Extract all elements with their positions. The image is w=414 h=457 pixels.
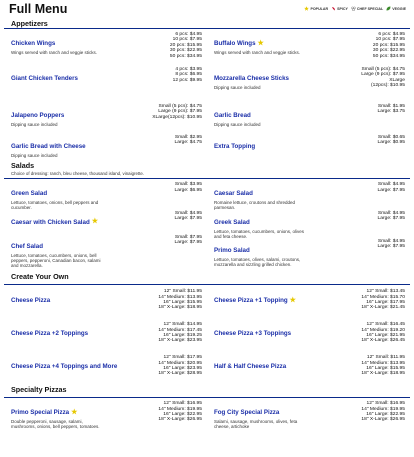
- price-line: Large (9 pcs): $7.95: [158, 109, 202, 115]
- legend-item: [351, 6, 383, 11]
- item-prices: [175, 235, 202, 246]
- legend-item: [331, 6, 348, 11]
- menu-item[interactable]: [11, 104, 202, 135]
- item-prices: [361, 289, 405, 311]
- chef-hat-icon: [351, 6, 356, 11]
- appetizers-right-column: [207, 32, 410, 158]
- leaf-icon: [386, 6, 391, 11]
- price-line: 16" Large: $17.95: [366, 300, 405, 306]
- price-line: 12" Small: $17.95: [163, 355, 202, 361]
- menu-header: [4, 0, 410, 24]
- page-title: Full Menu: [9, 2, 68, 16]
- item-description: Lettuce, tomatoes, cucumbers, onions, olives and feta cheese.: [214, 228, 305, 239]
- price-line: Small: $4.95: [377, 239, 405, 245]
- menu-item[interactable]: [11, 289, 202, 322]
- price-line: 18" X-Large: $26.95: [158, 417, 202, 423]
- price-line: 16" Large: $15.95: [163, 300, 202, 306]
- price-line: 12" Small: $16.95: [163, 401, 202, 407]
- menu-item[interactable]: [11, 235, 202, 269]
- price-line: 14" Medium: $19.95: [158, 406, 202, 412]
- price-line: 16" Large: $21.95: [366, 333, 405, 339]
- item-description: Lettuce, tomatoes, cucumbers, onions, bell peppers, pepperoni, Canadian bacon, salami and mozzarella.: [11, 252, 101, 269]
- price-line: 18" X-Large: $26.45: [361, 338, 405, 344]
- price-line: 12" Small: $16.45: [366, 322, 405, 328]
- price-line: 6 pcs: $4.95: [378, 32, 405, 37]
- price-line: 14" Medium: $17.45: [158, 327, 202, 333]
- legend-label: CHEF SPECIAL: [356, 6, 384, 11]
- star-icon: ★: [257, 39, 264, 47]
- section-specialty-pizzas: [4, 385, 410, 429]
- price-line: Small: $2.95: [174, 135, 202, 140]
- item-prices: [378, 135, 405, 146]
- menu-item[interactable]: [11, 211, 202, 235]
- item-name: Mozzarella Cheese Sticks: [214, 75, 289, 82]
- menu-item[interactable]: [11, 32, 202, 67]
- item-description: Salami, sausage, mushrooms, olives, feta cheese, artichoke: [214, 419, 298, 430]
- price-line: 14" Medium: $13.95: [158, 294, 202, 300]
- item-description: Double pepperoni, sausage, salami, mushrooms, onions, bell peppers, tomatoes.: [11, 419, 100, 430]
- item-description: Dipping sauce included: [11, 122, 58, 127]
- legend: [304, 6, 406, 11]
- menu-item[interactable]: [11, 355, 202, 382]
- item-name: Garlic Bread with Cheese: [11, 143, 86, 150]
- price-line: 4 pcs: $3.95: [175, 67, 202, 72]
- price-line: 14" Medium: $15.70: [361, 294, 405, 300]
- item-prices: [158, 289, 202, 311]
- item-name: Fog City Special Pizza: [214, 409, 280, 417]
- specialty-left-column: [4, 401, 207, 429]
- price-line: Small (5 pcs): $4.75: [361, 67, 405, 72]
- price-line: 10 pcs: $7.95: [172, 37, 202, 43]
- specialty-right-column: [207, 401, 410, 429]
- item-name: Giant Chicken Tenders: [11, 75, 78, 82]
- legend-label: SPICY: [337, 6, 348, 11]
- section-heading: Salads: [11, 161, 35, 171]
- section-salads: [4, 161, 410, 268]
- item-description: Dipping sauce included: [214, 85, 261, 90]
- menu-item[interactable]: [11, 135, 202, 158]
- item-description: Wings served with ranch and veggie sticks.: [11, 50, 98, 55]
- price-line: 16" Large: $22.95: [366, 412, 405, 418]
- menu-item[interactable]: [214, 239, 405, 268]
- item-prices: [373, 32, 405, 59]
- item-name: Caesar with Chicken Salad: [11, 218, 90, 226]
- item-prices: [175, 135, 202, 146]
- menu-item[interactable]: [214, 32, 405, 67]
- menu-item[interactable]: [214, 289, 405, 322]
- menu-item[interactable]: [214, 322, 405, 355]
- menu-item[interactable]: [214, 355, 405, 382]
- price-line: 30 pcs: $22.95: [169, 48, 202, 54]
- item-prices: [378, 211, 405, 222]
- price-line: 20 pcs: $15.95: [169, 42, 202, 48]
- price-line: XLarge: [389, 77, 405, 83]
- item-prices: [361, 355, 405, 377]
- menu-item[interactable]: [214, 211, 405, 239]
- section-appetizers: [4, 19, 410, 158]
- item-name: Cheese Pizza +3 Toppings: [214, 330, 292, 338]
- price-line: Large: $7.95: [377, 244, 405, 250]
- item-prices: [158, 355, 202, 377]
- price-line: Large: $7.95: [377, 187, 405, 193]
- menu-item[interactable]: [214, 182, 405, 210]
- price-line: 18" X-Large: $18.95: [361, 371, 405, 377]
- price-line: 14" Medium: $19.20: [361, 327, 405, 333]
- price-line: Small: $7.95: [174, 234, 202, 240]
- section-subtitle: Choice of dressing: ranch, bleu cheese, thousand island, vinaigrette.: [4, 171, 410, 179]
- star-icon: ★: [91, 218, 99, 226]
- star-icon: ★: [71, 408, 78, 416]
- appetizers-left-column: [4, 32, 207, 158]
- item-name: Cheese Pizza: [11, 297, 51, 305]
- price-line: 18" X-Large: $18.95: [158, 305, 202, 311]
- price-line: 18" X-Large: $28.95: [158, 371, 202, 377]
- item-prices: [361, 401, 405, 423]
- create-right-column: [207, 289, 410, 382]
- menu-item[interactable]: [11, 401, 202, 429]
- item-prices: [158, 322, 202, 344]
- menu-item[interactable]: [11, 182, 202, 210]
- price-line: 50 pcs: $34.95: [372, 53, 405, 59]
- price-line: 20 pcs: $15.95: [372, 42, 405, 48]
- price-line: 50 pcs: $34.95: [169, 53, 202, 59]
- salads-right-column: [207, 182, 410, 268]
- menu-item[interactable]: [214, 67, 405, 104]
- item-prices: [175, 211, 202, 222]
- item-description: Dipping sauce included: [214, 122, 261, 127]
- price-line: XLarge(12pcs): $10.95: [152, 114, 202, 120]
- price-line: Small (5 pcs): $4.75: [158, 104, 202, 109]
- item-name: Chef Salad: [11, 242, 43, 250]
- item-name: Primo Special Pizza: [11, 409, 70, 417]
- price-line: Large (9 pcs): $7.95: [361, 72, 405, 78]
- legend-item: [304, 6, 328, 11]
- item-prices: [378, 104, 405, 115]
- item-name: Greek Salad: [214, 218, 250, 226]
- price-line: Large: $4.75: [174, 140, 202, 146]
- item-description: Lettuce, tomatoes, olives, salami, croutons, mozzarella and sizzling grilled chicken.: [214, 257, 301, 268]
- item-prices: [361, 67, 405, 89]
- price-line: Small: $4.95: [377, 210, 405, 216]
- price-line: 6 pcs: $4.95: [175, 32, 202, 37]
- item-name: Buffalo Wings: [214, 40, 256, 47]
- item-name: Cheese Pizza +2 Toppings: [11, 330, 89, 338]
- item-prices: [170, 32, 202, 59]
- price-line: 16" Large: $22.95: [163, 412, 202, 418]
- price-line: Large: $7.95: [174, 216, 202, 222]
- price-line: Small: $0.65: [377, 135, 405, 140]
- price-line: 10 pcs: $7.95: [375, 37, 405, 43]
- price-line: 12" Small: $13.45: [366, 289, 405, 295]
- menu-item[interactable]: [214, 401, 405, 429]
- item-name: Garlic Bread: [214, 112, 251, 119]
- create-left-column: [4, 289, 207, 382]
- price-line: 18" X-Large: $23.95: [158, 338, 202, 344]
- price-line: Large: $7.95: [377, 216, 405, 222]
- price-line: 12" Small: $14.95: [163, 322, 202, 328]
- star-icon: [304, 6, 309, 11]
- item-prices: [175, 182, 202, 193]
- price-line: Small: $4.95: [174, 210, 202, 216]
- item-description: Romaine lettuce, croutons and shredded parmesan.: [214, 200, 296, 211]
- price-line: 16" Large: $23.95: [163, 366, 202, 372]
- legend-item: [386, 6, 406, 11]
- price-line: 18" X-Large: $26.95: [361, 417, 405, 423]
- item-prices: [361, 322, 405, 344]
- item-name: Green Salad: [11, 190, 48, 198]
- item-prices: [158, 401, 202, 423]
- price-line: 16" Large: $19.25: [163, 333, 202, 339]
- menu-item[interactable]: [11, 322, 202, 355]
- item-prices: [378, 239, 405, 250]
- item-name: Half & Half Cheese Pizza: [214, 363, 287, 371]
- item-prices: [378, 182, 405, 193]
- price-line: 14" Medium: $20.95: [158, 360, 202, 366]
- price-line: 12 pcs: $9.95: [172, 77, 202, 83]
- item-name: Chicken Wings: [11, 40, 56, 47]
- price-line: Large: $3.75: [377, 109, 405, 115]
- price-line: 16" Large: $15.95: [366, 366, 405, 372]
- price-line: 14" Medium: $13.95: [361, 360, 405, 366]
- price-line: Large: $6.95: [174, 187, 202, 193]
- menu-item[interactable]: [214, 135, 405, 154]
- menu-item[interactable]: [214, 104, 405, 135]
- item-name: Cheese Pizza +1 Topping: [214, 297, 288, 305]
- price-line: 14" Medium: $19.95: [361, 406, 405, 412]
- price-line: 30 pcs: $22.95: [372, 48, 405, 54]
- price-line: 8 pcs: $6.95: [175, 72, 202, 78]
- item-name: Primo Salad: [214, 247, 250, 255]
- price-line: (12pcs): $10.95: [371, 83, 405, 89]
- price-line: 12" Small: $11.95: [163, 289, 202, 295]
- price-line: Small: $3.95: [174, 182, 202, 188]
- item-description: Wings served with ranch and veggie sticks.: [214, 50, 301, 55]
- price-line: Small: $1.95: [377, 104, 405, 109]
- item-prices: [152, 104, 202, 120]
- section-heading: Create Your Own: [4, 272, 410, 285]
- price-line: 12" Small: $16.95: [366, 401, 405, 407]
- price-line: Large: $0.95: [377, 140, 405, 146]
- item-name: Cheese Pizza +4 Toppings and More: [11, 363, 118, 371]
- item-name: Caesar Salad: [214, 190, 253, 198]
- item-description: Lettuce, tomatoes, onions, bell peppers and cucumber.: [11, 200, 99, 211]
- section-heading: Appetizers: [4, 19, 410, 29]
- star-icon: ★: [289, 296, 296, 304]
- section-create-your-own: [4, 272, 410, 382]
- section-heading: Specialty Pizzas: [4, 385, 410, 398]
- salads-left-column: [4, 182, 207, 268]
- price-line: 12" Small: $11.95: [366, 355, 405, 361]
- legend-label: POPULAR: [310, 6, 329, 11]
- price-line: Large: $7.95: [174, 240, 202, 246]
- menu-item[interactable]: [11, 67, 202, 104]
- chili-icon: [331, 6, 336, 11]
- item-name: Extra Topping: [214, 143, 256, 150]
- price-line: Small: $4.95: [377, 182, 405, 188]
- price-line: 18" X-Large: $21.45: [361, 305, 405, 311]
- item-description: Dipping sauce included: [11, 153, 58, 158]
- legend-label: VEGGIE: [392, 6, 406, 11]
- item-name: Jalapeno Poppers: [11, 112, 65, 119]
- item-prices: [173, 67, 202, 83]
